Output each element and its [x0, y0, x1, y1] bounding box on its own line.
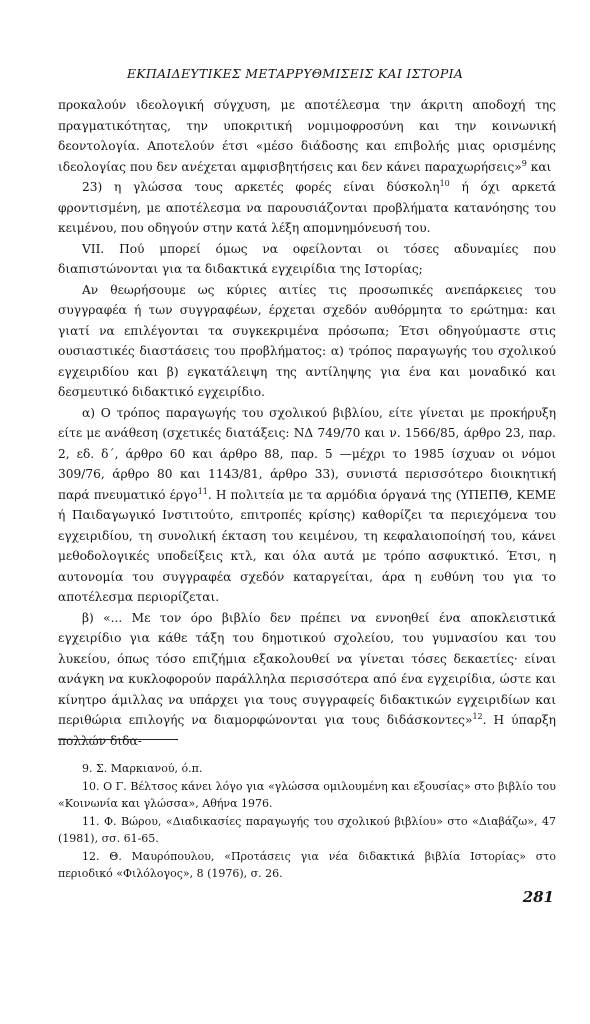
paragraph-2: 23) η γλώσσα τους αρκετές φορές είναι δύσκολη$^{10}$ ή όχι αρκετά φροντισμένη, με αποτέλεσμα να παρουσιάζονται προβλήματα κατανόησης του κειμένου, που οδηγούν στην κατά λέξη απομνημόνευσή του.: [58, 178, 556, 235]
footnote-10: 10. Ο Γ. Βέλτσος κάνει λόγο για «γλώσσα ομιλουμένη και εξουσίας» στο βιβλίο του «Κοινωνία και γλώσσα», Αθήνα 1976.: [58, 779, 556, 810]
running-head: ΕΚΠΑΙΔΕΥΤΙΚΕΣ ΜΕΤΑΡΡΥΘΜΙΣΕΙΣ ΚΑΙ ΙΣΤΟΡΙΑ: [126, 66, 464, 81]
page-number: 281: [522, 888, 554, 906]
footnote-ref-10[interactable]: 10: [439, 178, 450, 188]
paragraph-4: Αν θεωρήσουμε ως κύριες αιτίες τις προσωπικές ανεπάρκειες του συγγραφέα ή των συγγραφέων, έρχεται σχεδόν αυθόρμητα το ερώτημα: και γιατί να επιλέγονται τα συγκεκριμένα πρόσωπα; Έτσι οδηγούμαστε στις ουσιαστικές διαστάσεις του προβλήματος: α) τρόπος παραγωγής του σχολικού εγχειριδίου και β) εγκατάλειψη της αντίληψης για ένα και μοναδικό και δεσμευτικό διδακτικό εγχειρίδιο.: [58, 282, 556, 399]
footnote-11: 11. Φ. Βώρου, «Διαδικασίες παραγωγής του σχολικού βιβλίου» στο «Διαβάζω», 47 (1981), σσ. 61-65.: [58, 814, 556, 845]
paragraph-1: προκαλούν ιδεολογική σύγχυση, με αποτέλεσμα την άκριτη αποδοχή της πραγματικότητας, την υποκριτική νομιμοφροσύνη και την κοινωνική δεοντολογία. Αποτελούν έτσι «μέσο διάδοσης και επιβολής μιας ορισμένης ιδεολογίας που δεν ανέχεται αμφισβητήσεις και δεν κάνει παραχωρήσεις»$^9$ και: [58, 98, 556, 174]
footnote-ref-11[interactable]: 11: [197, 486, 208, 496]
paragraph-3: VII. Πού μπορεί όμως να οφείλονται οι τόσες αδυναμίες που διαπιστώνονται για τα διδακτικά εγχειρίδια της Ιστορίας;: [58, 241, 556, 276]
paragraph-5: α) Ο τρόπος παραγωγής του σχολικού βιβλίου, είτε γίνεται με προκήρυξη είτε με ανάθεση (σχετικές διατάξεις: ΝΔ 749/70 και ν. 1566/85, άρθρο 23, παρ. 2, εδ. δ΄, άρθρο 60 και άρθρο 88, παρ. 5 —μέχρι το 1985 ίσχυαν οι νόμοι 309/76, άρθρο 80 και 1143/81, άρθρο 33), συνιστά περισσότερο διοικητική παρά πνευματικό έργο$^{11}$. Η πολιτεία με τα αρμόδια όργανά της (ΥΠΕΠΘ, ΚΕΜΕ ή Παιδαγωγικό Ινστιτούτο, επιτροπές κρίσης) καθορίζει τα περιεχόμενα του εγχειριδίου, τη συνολική έκταση του κειμένου, τη κεφαλαιοποίησή του, κάνει μεθοδολογικές υποδείξεις κτλ, και όλα αυτά με τρόπο ασφυκτικό. Έτσι, η αυτονομία του συγγραφέα σχεδόν καταργείται, άρα η ευθύνη του για το αποτέλεσμα περιορίζεται.: [58, 405, 556, 604]
body-text: [58, 95, 556, 751]
footnote-12: 12. Θ. Μαυρόπουλου, «Προτάσεις για νέα διδακτικά βιβλία Ιστορίας» στο περιοδικό «Φιλόλογος», 8 (1976), σ. 26.: [58, 849, 556, 880]
footnotes: [58, 760, 556, 883]
footnote-ref-9[interactable]: 9: [521, 158, 527, 168]
footnote-ref-12[interactable]: 12: [472, 711, 483, 721]
footnote-9: 9. Σ. Μαρκιανού, ό.π.: [82, 762, 203, 775]
paragraph-6: β) «... Με τον όρο βιβλίο δεν πρέπει να εννοηθεί ένα αποκλειστικά εγχειρίδιο για κάθε τάξη του δημοτικού σχολείου, του γυμνασίου και του λυκείου, όπως τόσο επιζήμια εξακολουθεί να γίνεται τόσες δεκαετίες· είναι ανάγκη να κυκλοφορούν παράλληλα περισσότερα από ένα εγχειρίδια, ώστε και κίνητρο άμιλλας να υπάρχει για τους συγγραφείς διδακτικών εγχειριδίων και περιθώρια επιλογής να διαμορφώνονται για τους διδάσκοντες»$^{12}$. Η ύπαρξη πολλών διδα-: [58, 610, 556, 748]
footnote-rule: [58, 739, 178, 740]
